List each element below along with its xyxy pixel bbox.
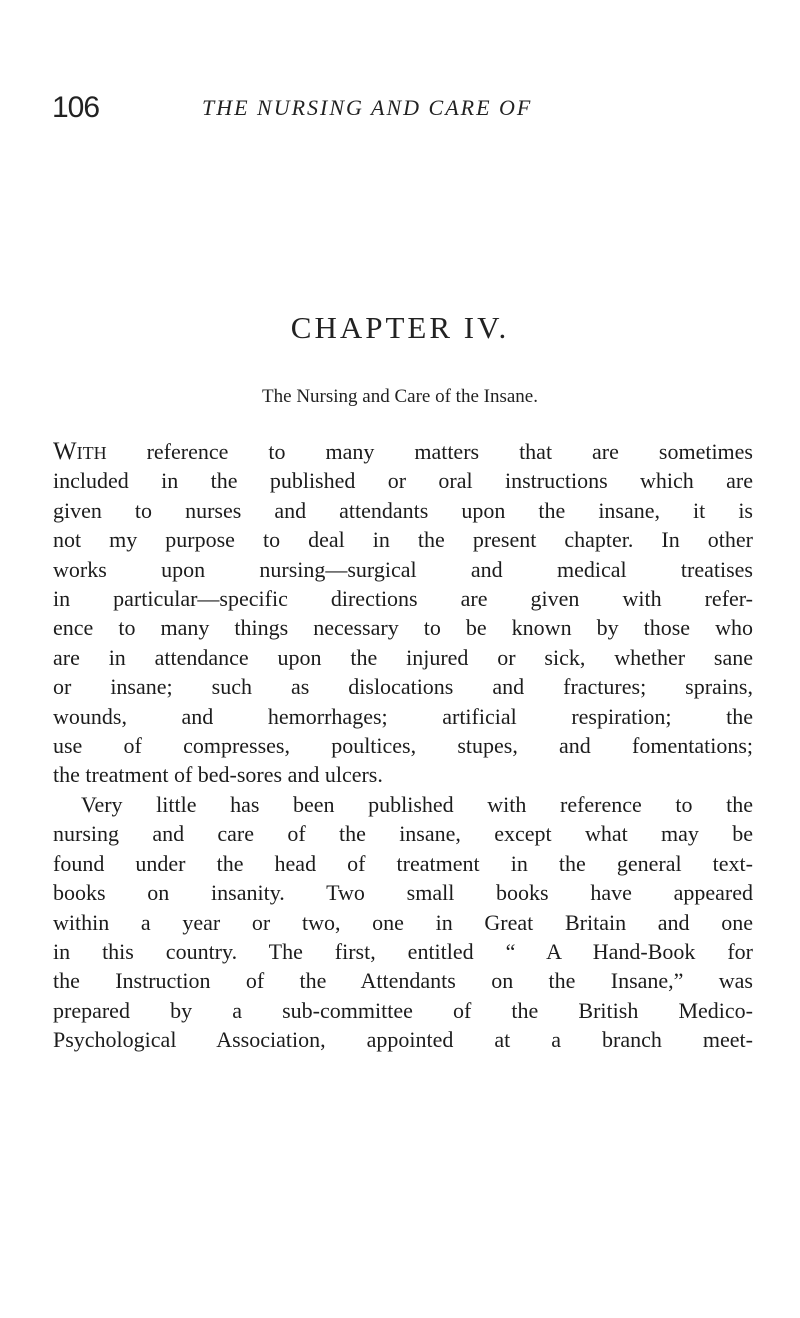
text-line: With reference to many matters that are sometimes	[53, 438, 753, 465]
page-number: 106	[52, 91, 100, 124]
body-text	[53, 437, 753, 1055]
chapter-subtitle: The Nursing and Care of the Insane.	[262, 386, 538, 407]
text-line: in this country. The first, entitled “ A Hand-Book for	[53, 938, 753, 964]
drop-lead-word: With	[53, 438, 107, 465]
running-head	[52, 90, 752, 126]
text-line: in particular—specific directions are given with refer-	[53, 586, 753, 612]
text-line: prepared by a sub-committee of the British Medico-	[53, 997, 753, 1023]
text-line: nursing and care of the insane, except what may be	[53, 821, 753, 847]
text-line: books on insanity. Two small books have appeared	[53, 880, 753, 906]
running-title: THE NURSING AND CARE OF	[202, 95, 533, 120]
paragraph-1	[53, 437, 753, 790]
paragraph-2	[53, 790, 753, 1055]
text-line: works upon nursing—surgical and medical treatises	[53, 556, 753, 582]
text-line: the treatment of bed-sores and ulcers.	[53, 762, 383, 788]
text-line: are in attendance upon the injured or sick, whether sane	[53, 644, 753, 670]
text-line: included in the published or oral instructions which are	[53, 468, 753, 494]
text-line: found under the head of treatment in the general text-	[53, 850, 753, 876]
text-line: given to nurses and attendants upon the insane, it is	[53, 497, 753, 523]
text-line: not my purpose to deal in the present chapter. In other	[53, 527, 753, 553]
text-line: Psychological Association, appointed at a branch meet-	[53, 1027, 753, 1053]
chapter-heading: CHAPTER IV.	[290, 310, 510, 345]
text-line: Very little has been published with reference to the	[81, 791, 753, 817]
text-line: use of compresses, poultices, stupes, and fomentations;	[53, 733, 753, 759]
text-line: the Instruction of the Attendants on the Insane,” was	[53, 968, 753, 994]
text-line: wounds, and hemorrhages; artificial respiration; the	[53, 703, 753, 729]
text-line: ence to many things necessary to be known by those who	[53, 615, 753, 641]
text-line: within a year or two, one in Great Britain and one	[53, 909, 753, 935]
text-line: or insane; such as dislocations and fractures; sprains,	[53, 674, 753, 700]
